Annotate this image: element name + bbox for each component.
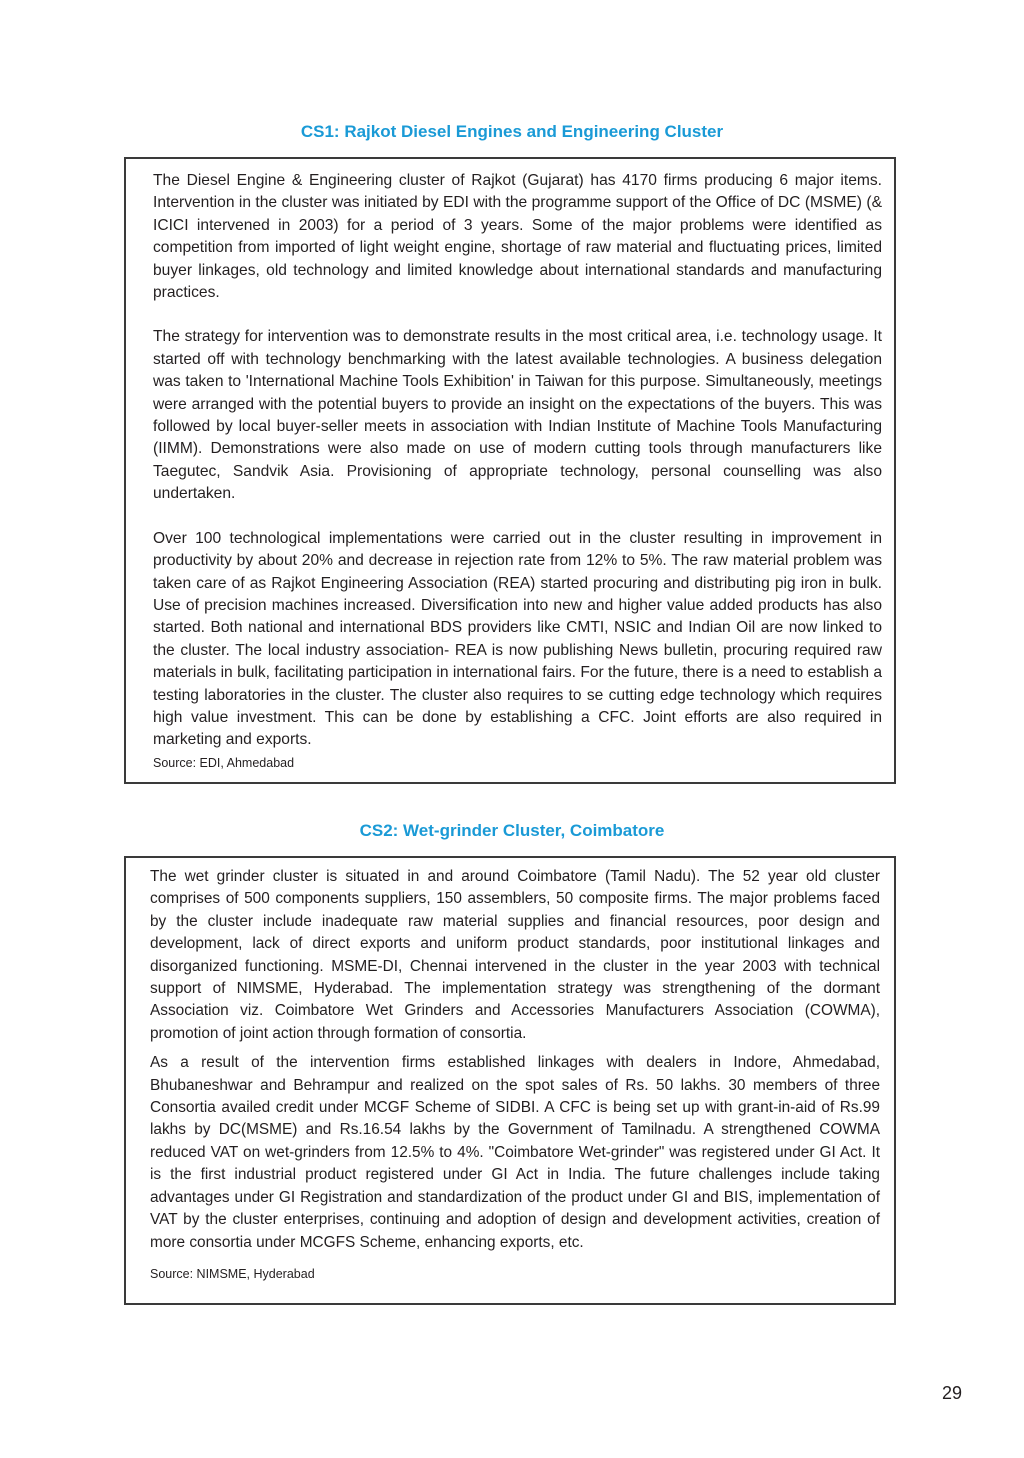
case-study-1-title: CS1: Rajkot Diesel Engines and Engineering Cluster [300, 122, 724, 141]
page-number: 29 [941, 1383, 962, 1403]
case-study-2-box [124, 856, 896, 1305]
case-study-2-title: CS2: Wet-grinder Cluster, Coimbatore [359, 821, 665, 840]
case-study-1-paragraph: Over 100 technological implementations were carried out in the cluster resulting in improvement in productivity by about 20% and decrease in rejection rate from 12% to 5%. The raw material problem was taken care of as Rajkot Engineering Association (REA) started procuring and distributing pig iron in bulk. Use of precision machines increased. Diversification into new and higher value added products has also started. Both national and international BDS providers like CMTI, NSIC and Indian Oil are now linked to the cluster. The local industry association- REA is now publishing News bulletin, procuring required raw materials in bulk, facilitating participation in international fairs. For the future, there is a need to establish a testing laboratories in the cluster. The cluster also requires to se cutting edge technology which requires high value investment. This can be done by establishing a CFC. Joint efforts are also required in marketing and exports. [153, 529, 882, 749]
case-study-2-source: Source: NIMSME, Hyderabad [150, 1266, 315, 1281]
case-study-1-source: Source: EDI, Ahmedabad [153, 755, 295, 770]
case-study-1-paragraph: The strategy for intervention was to demonstrate results in the most critical area, i.e. technology usage. It started off with technology benchmarking with the latest available technologies. A business delegation was taken to 'International Machine Tools Exhibition' in Taiwan for this purpose. Simultaneously, meetings were arranged with the potential buyers to provide an insight on the expectations of the buyers. This was followed by local buyer-seller meets in association with Indian Institute of Machine Tools Manufacturing (IIMM). Demonstrations were also made on use of modern cutting tools through manufacturers like Taegutec, Sandvik Asia. Provisioning of appropriate technology, personal counselling was also undertaken. [153, 328, 882, 503]
case-study-1-paragraph: The Diesel Engine & Engineering cluster of Rajkot (Gujarat) has 4170 firms producing 6 major items. Intervention in the cluster was initiated by EDI with the programme support of the Office of DC (MSME) (& ICICI intervened in 2003) for a period of 3 years. Some of the major problems were identified as competition from imported of light weight engine, shortage of raw material and fluctuating prices, limited buyer linkages, old technology and limited knowledge about international standards and manufacturing practices. [153, 172, 882, 302]
case-study-2-paragraph: As a result of the intervention firms established linkages with dealers in Indore, Ahmedabad, Bhubaneshwar and Behrampur and realized on the spot sales of Rs. 50 lakhs. 30 members of three Consortia availed credit under MCGF Scheme of SIDBI. A CFC is being set up with grant-in-aid of Rs.99 lakhs by DC(MSME) and Rs.16.54 lakhs by the Government of Tamilnadu. A strengthened COWMA reduced VAT on wet-grinders from 12.5% to 4%. "Coimbatore Wet-grinder" was registered under GI Act. It is the first industrial product registered under GI Act in India. The future challenges include taking advantages under GI Registration and standardization of the product under GI and BIS, implementation of VAT by the cluster enterprises, continuing and adoption of design and development activities, creation of more consortia under MCGFS Scheme, enhancing exports, etc. [150, 1054, 880, 1251]
case-study-2-paragraph: The wet grinder cluster is situated in and around Coimbatore (Tamil Nadu). The 52 year old cluster comprises of 500 components suppliers, 150 assemblers, 50 composite firms. The major problems faced by the cluster include inadequate raw material supplies and financial resources, poor design and development, lack of direct exports and uniform product standards, poor institutional linkages and disorganized functioning. MSME-DI, Chennai intervened in the cluster in the year 2003 with technical support of NIMSME, Hyderabad. The implementation strategy was strengthening of the dormant Association viz. Coimbatore Wet Grinders and Accessories Manufacturers Association (COWMA), promotion of joint action through formation of consortia. [150, 868, 880, 1042]
case-study-1-box [124, 157, 896, 784]
